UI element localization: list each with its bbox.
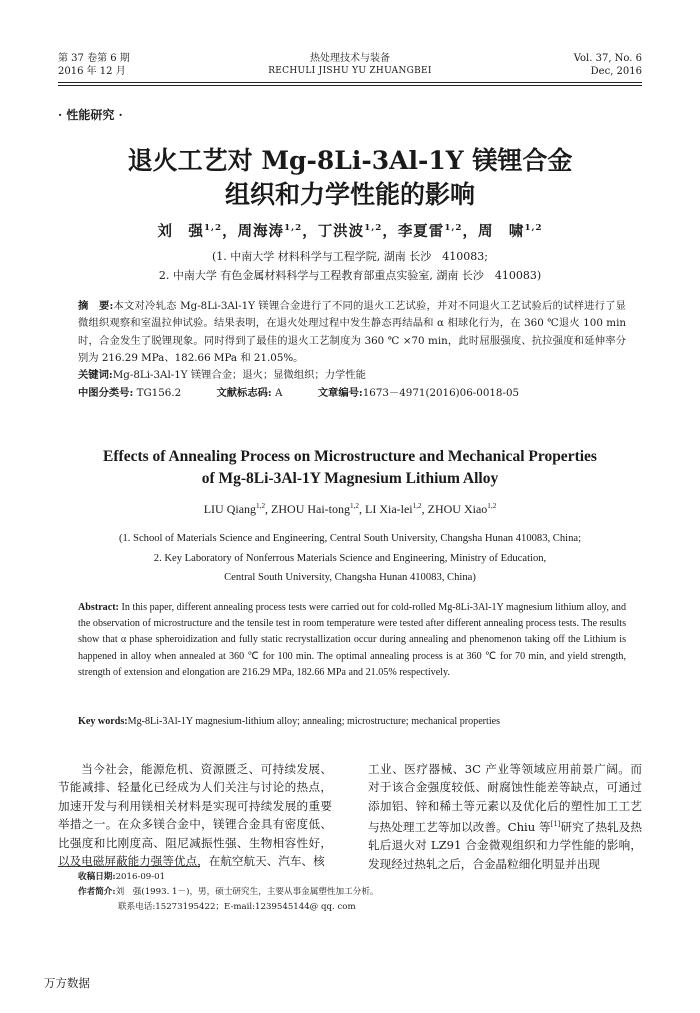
volume-issue-en: Vol. 37, No. 6 bbox=[573, 53, 642, 64]
classification-cn bbox=[78, 385, 626, 402]
author-cn: 李夏雷 bbox=[397, 223, 445, 240]
author-affil-sup: 1,2 bbox=[350, 502, 359, 510]
doc-code-label: 文献标志码: bbox=[216, 387, 272, 399]
date-en: Dec, 2016 bbox=[590, 66, 642, 77]
author-bio-label: 作者简介: bbox=[78, 887, 116, 897]
journal-name-cn: 热处理技术与装备 bbox=[310, 53, 390, 64]
author-affil-sup: 1,2 bbox=[203, 223, 223, 234]
doc-code-value: A bbox=[275, 387, 283, 399]
authors-cn: 刘 强$^{1,2}$，周海涛$^{1,2}$，丁洪波$^{1,2}$，李夏雷$^{1,2}$，周 啸$^{1,2}$ bbox=[157, 223, 543, 240]
section-label: · 性能研究 · bbox=[58, 108, 123, 122]
keywords-en bbox=[78, 714, 626, 730]
abstract-en-text: In this paper, different annealing process tests were carried out for cold-rolled Mg-8Li-3Al-1Y magnesium lithium alloy, and the observation of microstructure and the tensile test in room temperature were tested after different annealing process tests. The results show that α phase spheroidization and fully static recrystallization occur during annealing and phenomenon taking off the Lithium is happened in alloy when annealed at 360 ℃ for 100 min. The optimal annealing process is at 360 ℃ for 70 min, and yield strength, strength of extension and elongation are 216.29 MPa, 182.66 MPa and 21.05% respectively. bbox=[78, 602, 626, 678]
author-bio-value: 刘 强(1993. 1－)，男，硕士研究生，主要从事金属塑性加工分析。 bbox=[115, 887, 379, 897]
abstract-cn-text: 本文对冷轧态 Mg-8Li-3Al-1Y 镁锂合金进行了不同的退火工艺试验，并对不同退火工艺试验后的试样进行了显微组织观察和室温拉伸试验。结果表明，在退火处理过程中发生静态再结晶和 α 相球化行为，在 360 ℃退火 100 min 时，合金发生了脱锂现象。同时得到了最佳的退火工艺制度为 360 ℃ ×70 min，此时屈服强度、抗拉强度和延伸率分别为 216.29 MPa、182.66 MPa 和 21.05%。 bbox=[78, 300, 626, 364]
body-column-right bbox=[368, 760, 642, 873]
author-affil-sup: 1,2 bbox=[487, 502, 497, 510]
footnote-rule bbox=[58, 866, 200, 867]
watermark: 万方数据 bbox=[44, 976, 90, 990]
keywords-en-label: Key words: bbox=[78, 716, 128, 727]
header-rule-thick bbox=[58, 82, 642, 83]
abstract-en-label: Abstract: bbox=[78, 602, 119, 613]
author-en: LI Xia-lei bbox=[365, 502, 413, 516]
affiliation-en-1: (1. School of Materials Science and Engineering, Central South University, Changsha Hunan 410083, China; bbox=[118, 533, 582, 544]
article-no-value: 1673－4971(2016)06-0018-05 bbox=[362, 387, 520, 399]
footnote-received bbox=[78, 871, 165, 884]
abstract-cn-label: 摘 要: bbox=[78, 300, 114, 312]
body-text: 研究了热轧及热轧后退火对 LZ91 合金微观组织和力学性能的影响，发现经过热轧之后，合金晶粒细化明显并出现 bbox=[368, 820, 642, 871]
author-cn: 周 啸 bbox=[477, 223, 525, 240]
affiliation-en-2: 2. Key Laboratory of Nonferrous Materials Science and Engineering, Ministry of Education, bbox=[153, 553, 547, 564]
title-cn-line1: 退火工艺对 Mg-8Li-3Al-1Y 镁锂合金 bbox=[127, 146, 573, 175]
keywords-cn-label: 关键词: bbox=[78, 369, 113, 381]
author-affil-sup: 1,2 bbox=[524, 223, 543, 234]
clc-value: TG156.2 bbox=[136, 387, 182, 399]
volume-issue-cn: 第 37 卷第 6 期 bbox=[58, 53, 130, 64]
author-en: LIU Qiang bbox=[203, 502, 257, 516]
affiliation-cn-1: (1. 中南大学 材料科学与工程学院, 湖南 长沙 410083; bbox=[212, 250, 488, 263]
footnote-author bbox=[78, 886, 379, 899]
author-cn: 周海涛 bbox=[237, 223, 285, 240]
author-affil-sup: 1,2 bbox=[444, 223, 463, 234]
received-label: 收稿日期: bbox=[78, 872, 116, 882]
received-value: 2016-09-01 bbox=[115, 872, 166, 882]
header-right bbox=[574, 52, 642, 78]
body-text: 工业、医疗器械、3C 产业等领域应用前景广阔。而对于该合金强度较低、耐腐蚀性能差等缺点，可通过添加铝、锌和稀土等元素以及优化后的塑性加工工艺与热处理工艺等加以改善。Chiu 等 bbox=[368, 762, 642, 835]
body-paragraph: 当今社会，能源危机、资源匮乏、可持续发展、节能减排、轻量化已经成为人们关注与讨论的热点，加速开发与利用镁相关材料是实现可持续发展的重要举措之一。在众多镁合金中，镁锂合金具有密度低、比强度和比刚度高、阻尼减振性强、生物相容性好，以及电磁屏蔽能力强等优点，在航空航天、汽车、核 bbox=[58, 762, 332, 869]
title-en-line1: Effects of Annealing Process on Microstructure and Mechanical Properties bbox=[103, 448, 597, 465]
author-en: ZHOU Hai-tong bbox=[271, 502, 351, 516]
authors-en: LIU Qiang$^{1,2}$, ZHOU Hai-tong$^{1,2}$, LI Xia-lei$^{1,2}$, ZHOU Xiao$^{1,2}$ bbox=[203, 502, 497, 516]
author-affil-sup: 1,2 bbox=[412, 502, 422, 510]
body-paragraph bbox=[368, 760, 642, 873]
affiliation-cn-2: 2. 中南大学 有色金属材料科学与工程教育部重点实验室, 湖南 长沙 410083) bbox=[158, 269, 542, 282]
citation-ref[interactable]: [1] bbox=[550, 820, 561, 829]
article-no-label: 文章编号: bbox=[317, 387, 363, 399]
author-affil-sup: 1,2 bbox=[284, 223, 303, 234]
author-affil-sup: 1,2 bbox=[364, 223, 383, 234]
title-cn-line2: 组织和力学性能的影响 bbox=[224, 180, 475, 209]
keywords-cn bbox=[78, 367, 626, 384]
footnote-contact: 联系电话:15273195422；E-mail:1239545144@ qq. com bbox=[118, 902, 356, 912]
abstract-en bbox=[78, 600, 626, 681]
author-cn: 丁洪波 bbox=[317, 223, 365, 240]
author-cn: 刘 强 bbox=[157, 223, 204, 240]
journal-name-en: RECHULI JISHU YU ZHUANGBEI bbox=[268, 66, 432, 76]
body-column-left bbox=[58, 760, 332, 870]
keywords-en-text: Mg-8Li-3Al-1Y magnesium-lithium alloy; annealing; microstructure; mechanical properties bbox=[127, 716, 501, 727]
affiliation-en-3: Central South University, Changsha Hunan 410083, China) bbox=[224, 572, 476, 583]
keywords-cn-text: Mg-8Li-3Al-1Y 镁锂合金；退火；显微组织；力学性能 bbox=[112, 369, 366, 381]
title-en-line2: of Mg-8Li-3Al-1Y Magnesium Lithium Alloy bbox=[201, 470, 499, 487]
author-affil-sup: 1,2 bbox=[256, 502, 266, 510]
abstract-cn bbox=[78, 298, 626, 367]
author-en: ZHOU Xiao bbox=[427, 502, 488, 516]
clc-label: 中图分类号: bbox=[78, 387, 134, 399]
date-cn: 2016 年 12 月 bbox=[58, 66, 126, 77]
header-rule-thin bbox=[58, 85, 642, 86]
